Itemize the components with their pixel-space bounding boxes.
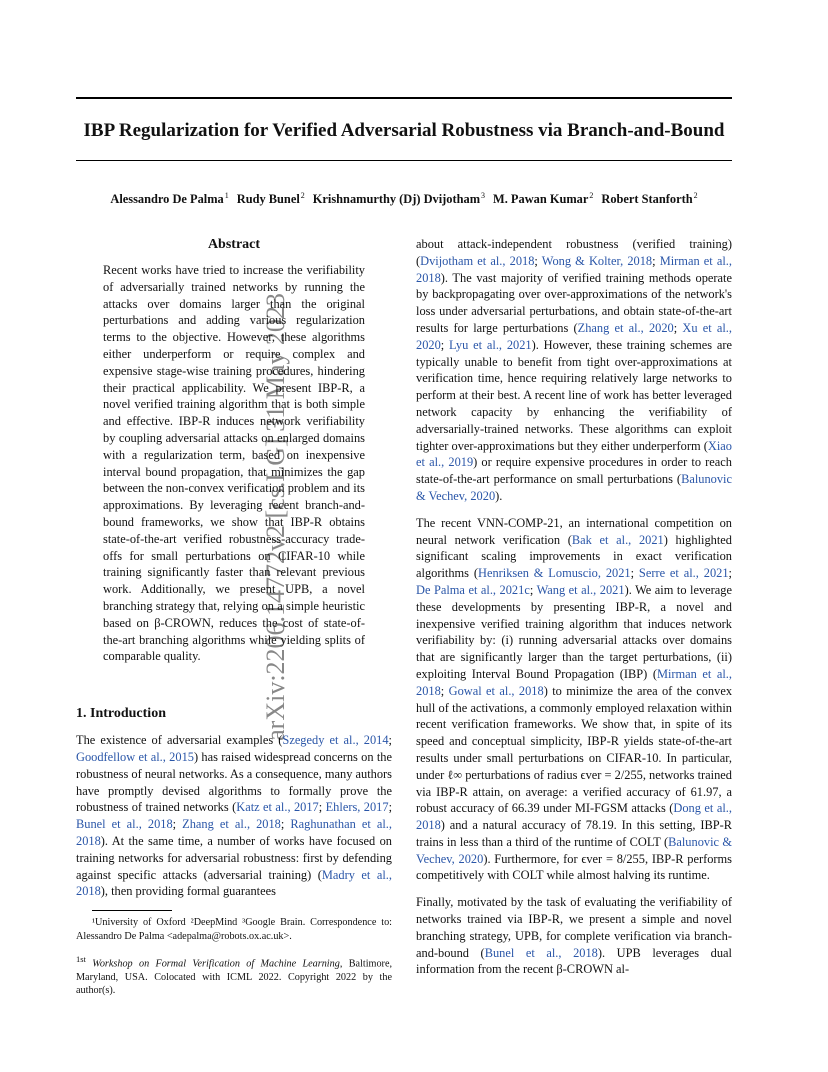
author-affiliation-marker: 3 (481, 191, 486, 200)
right-paragraph-2 (416, 515, 732, 885)
body-text: ; (318, 800, 326, 815)
title-rule-bottom (76, 160, 732, 161)
body-text: ; (280, 817, 291, 832)
right-paragraph-3 (416, 894, 732, 978)
body-text: Finally, motivated by the task of evaluating the verifiability of networks trained via IBP-R, we present a simple and novel branching strategy, UPB, for complete verification via branch-and-bound ( (416, 895, 732, 960)
citation-link[interactable]: Henriksen & Lomuscio, 2021 (478, 566, 631, 581)
citation-link[interactable]: Wong & Kolter, 2018 (541, 253, 653, 268)
body-text: ) highlighted significant scaling improvements in exact verification algorithms ( (416, 532, 732, 581)
right-column (416, 236, 732, 988)
author-list (60, 191, 748, 207)
footnote-workshop-title: Workshop on Formal Verification of Machine Learning (92, 958, 340, 970)
citation-link[interactable]: Xiao et al., 2019 (416, 438, 732, 470)
footnote-workshop-sup: 1st (76, 954, 86, 965)
footnote-rule (92, 910, 172, 911)
citation-link[interactable]: Bak et al., 2021 (571, 532, 664, 547)
citation-link[interactable]: Bunel et al., 2018 (484, 945, 598, 960)
body-text: about attack-independent robustness (verified training) ( (416, 237, 732, 268)
body-text: ) and a natural accuracy of 78.19. In this setting, IBP-R trains in less than a third of the runtime of COLT ( (416, 818, 732, 849)
author-name: Alessandro De Palma$^1$ (110, 191, 229, 207)
paper-title: IBP Regularization for Verified Adversarial Robustness via Branch-and-Bound (83, 120, 725, 141)
left-column (76, 236, 392, 1008)
author-name: Krishnamurthy (Dj) Dvijotham$^3$ (312, 191, 486, 207)
citation-link[interactable]: Mirman et al., 2018 (416, 666, 732, 698)
footnote-affiliations: ¹University of Oxford ²DeepMind ³Google Brain. Correspondence to: Alessandro De Palma <adepalma@robots.ox.ac.uk>. (76, 917, 392, 942)
body-text: ) to minimize the area of the convex hull of the activations, a commonly employed relaxation within recent verification frameworks. We show that, in spite of its speed and conceptual simplicity, IBP-R yields state-of-the-art results under small perturbations on CIFAR-10. In particular, under ℓ∞ perturbations of radius ϵver = 2/255, networks trained via IBP-R attain, on average: a verified accuracy of 61.97, a robust accuracy of 66.39 under MI-FGSM attacks ( (416, 683, 733, 816)
citation-link[interactable]: Zhang et al., 2020 (577, 320, 674, 335)
citation-link[interactable]: Ehlers, 2017 (325, 800, 389, 815)
author-name: Robert Stanforth$^2$ (601, 191, 698, 207)
citation-link[interactable]: Balunovic & Vechev, 2020 (416, 834, 732, 866)
body-text: ) has raised widespread concerns on the robustness of neural networks. As a consequence, many authors have promptly devised algorithms to formally prove the robustness of trained networks ( (76, 749, 392, 815)
citation-link[interactable]: Raghunathan et al., 2018 (76, 817, 392, 848)
body-text: ; (728, 566, 732, 581)
body-text: ). However, these training schemes are typically unable to benefit from tight over-approximations at verification time, hence requiring relatively large networks to perform at their best. A recent line of work has better leveraged network capacity by enhancing the verifiability of adversarially-trained networks. These algorithms can exploit tighter over-approximations but they either underperform ( (416, 337, 733, 453)
arxiv-identifier-text: arXiv:2206.14772v2 [cs.LG] 31 May 2023 (261, 293, 290, 741)
body-text: ; (388, 733, 392, 748)
citation-link[interactable]: Gowal et al., 2018 (448, 683, 544, 698)
right-paragraph-1 (416, 236, 732, 505)
body-text: ; (388, 800, 393, 815)
body-text: ; (652, 253, 660, 268)
body-text: ). (495, 488, 503, 503)
citation-link[interactable]: Serre et al., 2021 (638, 566, 729, 581)
author-name: M. Pawan Kumar$^2$ (493, 191, 594, 207)
body-text: ). The vast majority of verified training methods operate by backpropagating over over-approximations of the network's loss under adversarial perturbations, and obtain state-of-the-art results for large perturbations ( (416, 270, 732, 335)
body-text: ; (673, 320, 683, 335)
footnote-workshop-rest: , Baltimore, Maryland, USA. Colocated with ICML 2022. Copyright 2022 by the author(s). (76, 958, 393, 997)
body-text: ). We aim to leverage these developments by presenting IBP-R, a novel and inexpensive verified training algorithm that induces network verifiability by: (i) running adversarial attacks over domains that are significantly larger than the target perturbations, (ii) exploiting Interval Bound Propagation (IBP) ( (416, 582, 732, 681)
citation-link[interactable]: Madry et al., 2018 (76, 867, 392, 899)
citation-link[interactable]: Dong et al., 2018 (416, 801, 732, 833)
author-affiliation-marker: 1 (224, 191, 229, 200)
body-text: ; (529, 582, 537, 597)
citation-link[interactable]: Wang et al., 2021 (536, 582, 625, 597)
footnote-workshop (76, 953, 392, 998)
citation-link[interactable]: Lyu et al., 2021 (449, 337, 532, 352)
citation-link[interactable]: Goodfellow et al., 2015 (76, 749, 194, 764)
body-text: ). At the same time, a number of works have focused on training networks for adversarial robustness: first by defending against specific attacks (adversarial training) ( (76, 833, 392, 882)
citation-link[interactable]: Balunovic & Vechev, 2020 (416, 472, 732, 503)
abstract-heading: Abstract (207, 237, 261, 252)
body-text: ; (630, 566, 639, 581)
body-text: ; (440, 683, 449, 698)
body-text: ; (440, 337, 450, 352)
citation-link[interactable]: De Palma et al., 2021c (416, 582, 530, 597)
author-affiliation-marker: 2 (300, 191, 305, 200)
citation-link[interactable]: Szegedy et al., 2014 (282, 733, 389, 748)
abstract-text: Recent works have tried to increase the verifiability of adversarially trained networks by running the attacks over domains larger than the original perturbations and adding various regularization terms to the objective. However, these algorithms either underperform or require complex and expensive stage-wise training procedures, hindering their practical applicability. We present IBP-R, a novel verified training algorithm that is both simple and effective. IBP-R induces network verifiability by coupling adversarial attacks on enlarged domains with a regularization term, based on inexpensive interval bound propagation, that minimizes the gap between the non-convex verification problem and its approximations. By leveraging recent branch-and-bound frameworks, we show that IBP-R obtains state-of-the-art verified robustness-accuracy trade-offs for small perturbations on CIFAR-10 while training significantly faster than relevant previous work. Additionally, we present UPB, a novel branching strategy that, relying on a simple heuristic based on β-CROWN, reduces the cost of state-of-the-art branching algorithms while yielding splits of comparable quality. (103, 263, 365, 664)
intro-paragraph-1 (76, 732, 392, 900)
title-rule-top (76, 97, 732, 99)
author-affiliation-marker: 2 (589, 191, 594, 200)
body-text: ) or require expensive procedures in order to reach state-of-the-art performance on small perturbations ( (416, 455, 732, 487)
body-text: ). UPB leverages dual information from the recent β-CROWN al- (416, 945, 732, 977)
author-name: Rudy Bunel$^2$ (236, 191, 305, 207)
citation-link[interactable]: Xu et al., 2020 (416, 320, 732, 352)
body-text: ), then providing formal guarantees (100, 884, 276, 899)
body-text: The existence of adversarial examples ( (76, 733, 283, 748)
body-text: ; (172, 817, 183, 832)
citation-link[interactable]: Mirman et al., 2018 (416, 253, 732, 285)
body-text: ). Furthermore, for ϵver = 8/255, IBP-R performs competitively with COLT while almost halving its runtime. (416, 851, 732, 883)
section-heading-introduction: 1. Introduction (76, 706, 166, 722)
body-text: ; (534, 253, 542, 268)
citation-link[interactable]: Zhang et al., 2018 (182, 817, 281, 832)
body-text: The recent VNN-COMP-21, an international competition on neural network verification ( (416, 515, 732, 547)
author-affiliation-marker: 2 (693, 191, 698, 200)
citation-link[interactable]: Katz et al., 2017 (236, 800, 319, 815)
citation-link[interactable]: Dvijotham et al., 2018 (420, 253, 535, 268)
citation-link[interactable]: Bunel et al., 2018 (76, 817, 173, 832)
